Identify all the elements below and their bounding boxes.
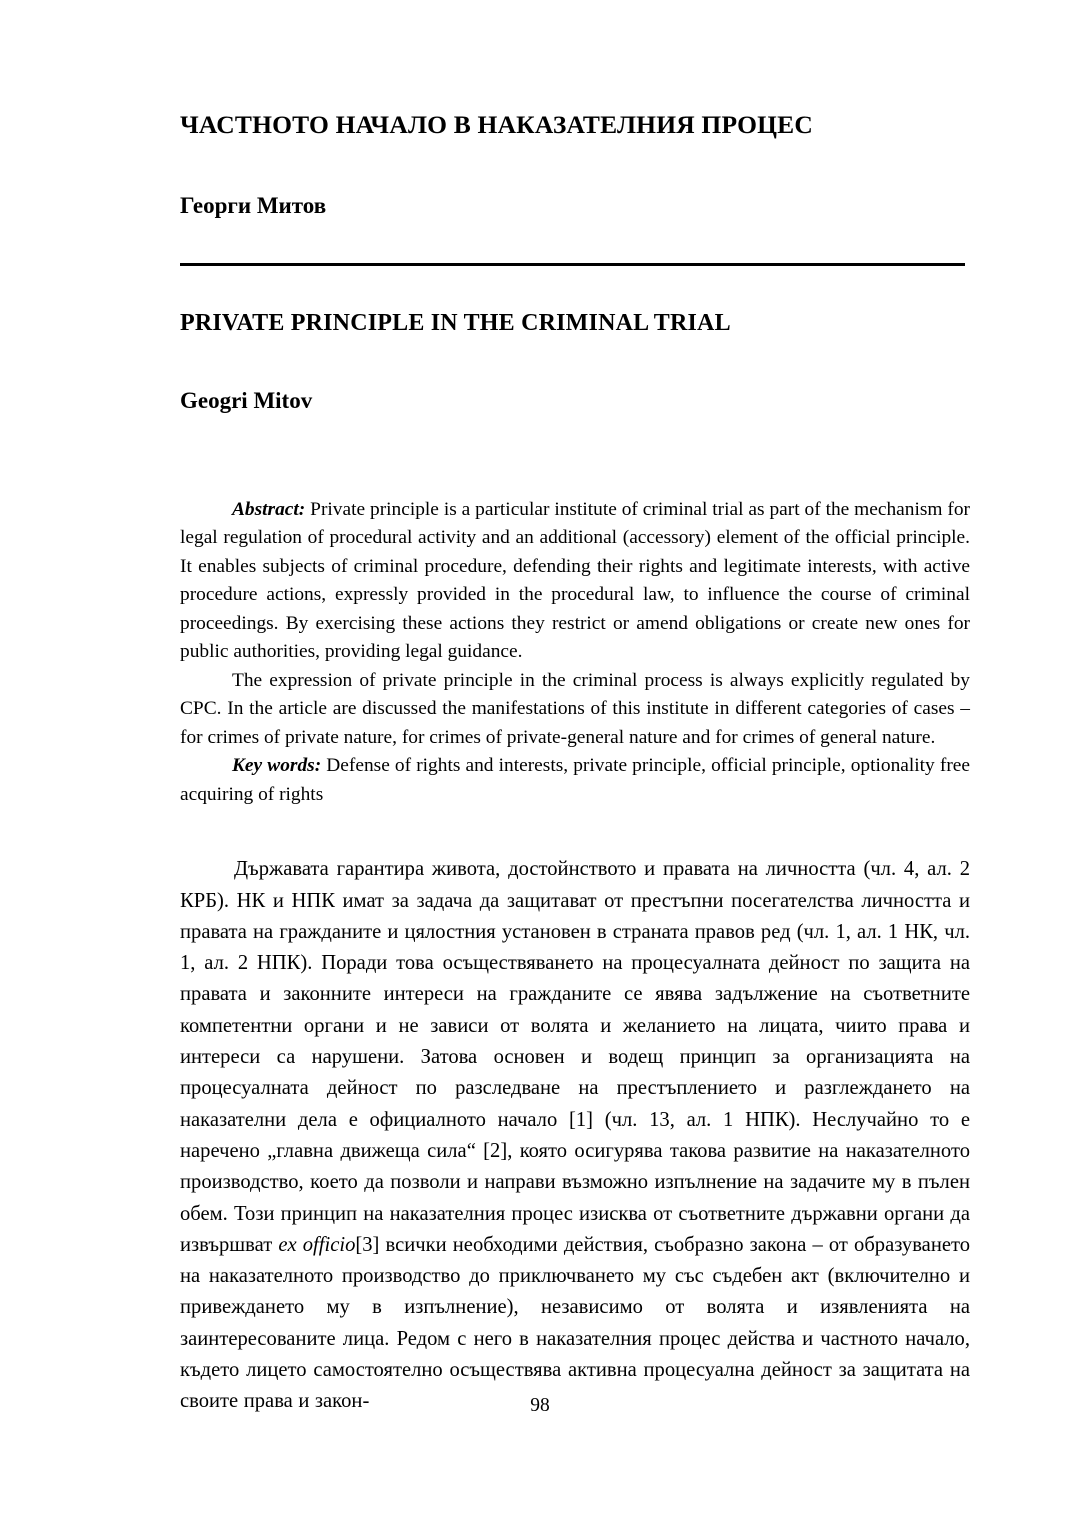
author-bulgarian: Георги Митов [180, 192, 327, 218]
page-number: 98 [530, 1395, 550, 1416]
body-paragraph-1 [180, 854, 970, 1417]
body-section [180, 854, 970, 1417]
keywords-text: Defense of rights and interests, private principle, official principle, optionality free acquiring of rights [180, 755, 971, 805]
horizontal-divider [180, 263, 965, 266]
abstract-text-1: Private principle is a particular institute of criminal trial as part of the mechanism for legal regulation of procedural activity and an additional (accessory) element of the official principle. It enables subjects of criminal procedure, defending their rights and legitimate interests, with active procedure actions, expressly provided in the procedural law, to influence the course of criminal proceedings. By exercising these actions they restrict or amend obligations or create new ones for public authorities, providing legal guidance. [180, 498, 970, 663]
body-text-part-1: Държавата гарантира живота, достойнството и правата на личността (чл. 4, ал. 2 КРБ). НК и НПК имат за задача да защитават от престъпни посегателства личността и правата на гражданите и цялостния установен в страната правов ред (чл. 1, ал. 1 НК, чл. 1, ал. 2 НПК). Поради това осъществяването на процесуалната дейност по защита на правата и законните интереси на гражданите се явява задължение на съответните компетентни органи и не зависи от волята и желанието на лицата, чиито права и интереси са нарушени. Затова основен и водещ принцип за организацията на процесуалната дейност по разследване на престъплението и разглеждането на наказателни дела е официалното начало [1] (чл. 13, ал. 1 НПК). Неслучайно то е наречено „главна движеща сила“ [2], която осигурява такова развитие на наказателното производство, което да позволи и направи възможно изпълнение на задачите му в пълен обем. Този принцип на наказателния процес изисква от съответните държавни органи да извършват [180, 858, 970, 1256]
keywords-paragraph [180, 752, 970, 809]
page-title-english: PRIVATE PRINCIPLE IN THE CRIMINAL TRIAL [180, 309, 731, 336]
page-title-bulgarian: ЧАСТНОТО НАЧАЛО В НАКАЗАТЕЛНИЯ ПРОЦЕС [180, 110, 813, 139]
body-text-part-2: [3] всички необходими действия, съобразно закона – от образуването на наказателното производство до приключването му със съдебен акт (включително и привеждането му в изпълнение), независимо от волята и изявленията на заинтересованите лица. Редом с него в наказателния процес действа и частното начало, където лицето самостоятелно осъществява активна процесуална дейност за защитата на своите права и закон- [180, 1233, 971, 1413]
author-english: Geogri Mitov [180, 387, 313, 413]
abstract-section [180, 496, 970, 810]
abstract-label: Abstract: [232, 498, 306, 520]
body-latin-phrase: ex officio [278, 1233, 356, 1256]
abstract-paragraph-2: The expression of private principle in the criminal process is always explicitly regulated by CPC. In the article are discussed the manifestations of this institute in different categories of cases – for crimes of private nature, for crimes of private-general nature and for crimes of general nature. [180, 669, 970, 748]
abstract-paragraph-1 [180, 496, 970, 667]
keywords-label: Key words: [232, 755, 322, 777]
